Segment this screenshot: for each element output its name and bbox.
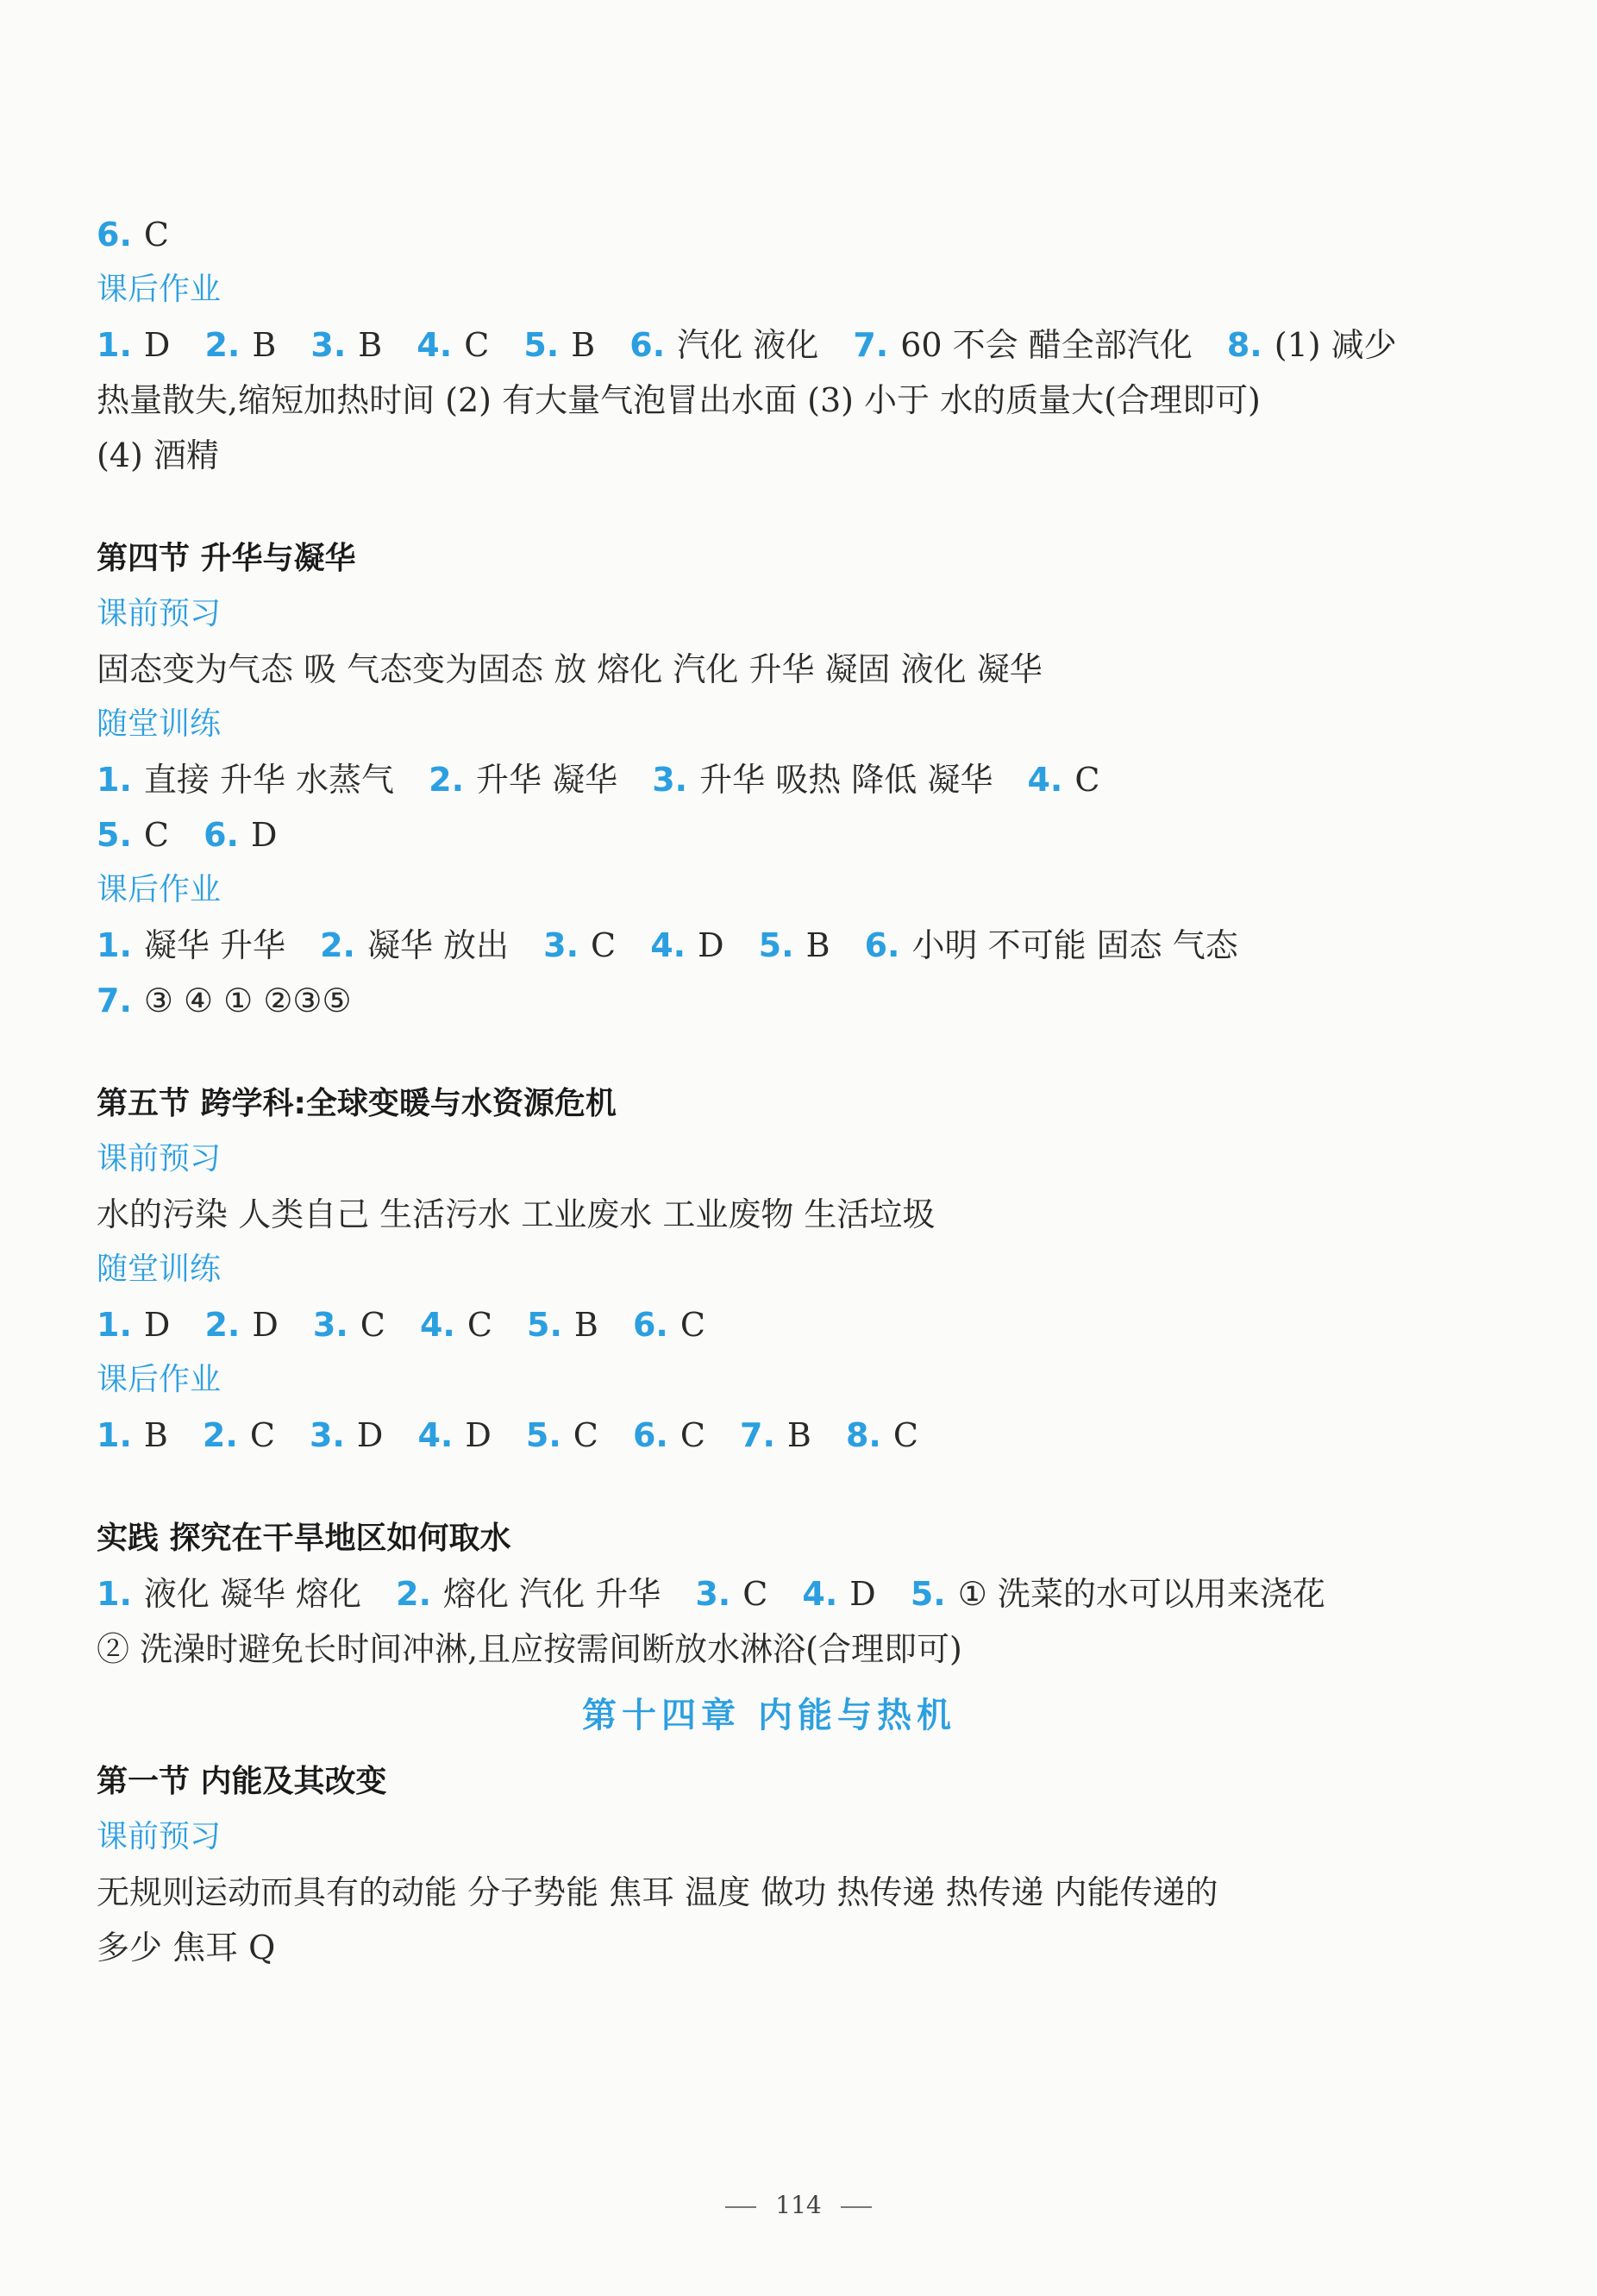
answer-line: 固态变为气态 吸 气态变为固态 放 熔化 汽化 升华 凝固 液化 凝华 [97,650,1043,688]
answer: 汽化 液化 [677,326,819,364]
chapter-title: 第十四章 内能与热机 [582,1696,956,1735]
answer: B [252,326,277,364]
section-title: 第五节 跨学科:全球变暖与水资源危机 [97,1086,617,1121]
question-number: 6. [629,326,666,364]
answer: D [143,326,171,364]
question-number: 2. [320,926,355,964]
question-number: 1. [97,761,132,799]
answer: 升华 凝华 [476,761,618,799]
answer: 液化 凝华 熔化 [143,1575,362,1613]
answer: C [143,216,169,254]
answer-line: 热量散失,缩短加热时间 (2) 有大量气泡冒出水面 (3) 小于 水的质量大(合理即可) [97,381,1261,419]
label-homework: 课后作业 [97,1362,222,1397]
answer: 直接 升华 水蒸气 [143,761,395,799]
question-number: 7. [97,982,132,1019]
answer: C [591,926,617,964]
answer: B [571,326,596,364]
question-number: 7. [740,1416,775,1454]
answer: 熔化 汽化 升华 [443,1575,661,1613]
answer: ③ ④ ① ②③⑤ [143,982,352,1019]
question-number: 1. [97,326,132,364]
question-number: 5. [910,1575,946,1613]
question-number: 8. [1226,326,1262,364]
question-number: 1. [97,1306,132,1344]
question-number: 6. [632,1306,668,1344]
answer: B [573,1306,598,1344]
label-homework: 课后作业 [97,872,222,907]
answer: D [356,1416,384,1454]
section-title: 实践 探究在干旱地区如何取水 [97,1521,511,1556]
question-number: 4. [1027,761,1063,799]
label-class-practice: 随堂训练 [97,1252,222,1287]
answer: 升华 吸热 降低 凝华 [699,761,993,799]
answer: 凝华 升华 [143,926,285,964]
answer: C [1074,761,1100,799]
answer-line [97,1297,1442,1352]
answer: B [786,1416,811,1454]
section-title: 第一节 内能及其改变 [97,1764,387,1799]
answer: C [360,1306,385,1344]
question-number: 5. [527,1306,562,1344]
question-number: 5. [523,326,560,364]
label-preview: 课前预习 [97,1819,222,1854]
question-number: 6. [864,926,900,964]
answer: D [849,1575,876,1613]
answer: D [143,1306,171,1344]
label-class-practice: 随堂训练 [97,706,222,742]
question-number: 4. [419,1306,455,1344]
question-number: 2. [396,1575,432,1613]
question-number: 6. [97,216,132,254]
answer: C [680,1306,705,1344]
answer: B [805,926,830,964]
question-number: 4. [802,1575,838,1613]
answer: B [358,326,383,364]
question-number: 5. [97,816,132,854]
answer-line [97,1408,1442,1463]
answer: ① 洗菜的水可以用来浇花 [957,1575,1325,1613]
answer-line [97,807,1442,863]
answer: D [465,1416,492,1454]
answer-line [97,1566,1442,1622]
answer: 小明 不可能 固态 气态 [911,926,1238,964]
answer: D [698,926,724,964]
question-number: 6. [632,1416,668,1454]
question-number: 3. [309,1416,345,1454]
answer-line [97,973,1442,1028]
answer: 60 不会 醋全部汽化 [900,326,1193,364]
answer-line: 多少 焦耳 Q [97,1929,276,1967]
question-number: 1. [97,1575,132,1613]
question-number: 3. [695,1575,731,1613]
question-number: 4. [650,926,686,964]
answer-line [97,918,1442,973]
page-number: 114 [775,2191,822,2219]
answer: C [467,1306,492,1344]
answer: C [464,326,490,364]
answer-line [97,207,1442,262]
question-number: 2. [202,1416,238,1454]
footer-dash [725,2206,756,2208]
answer-line: (4) 酒精 [97,436,219,474]
answer-line: 无规则运动而具有的动能 分子势能 焦耳 温度 做功 热传递 热传递 内能传递的 [97,1873,1218,1911]
answer: C [573,1416,598,1454]
answer-line: ② 洗澡时避免长时间冲淋,且应按需间断放水淋浴(合理即可) [97,1630,962,1668]
answer-line [97,752,1442,807]
question-number: 4. [416,326,453,364]
question-number: 3. [652,761,688,799]
question-number: 5. [758,926,794,964]
question-number: 2. [204,1306,241,1344]
question-number: 2. [204,326,241,364]
question-number: 1. [97,1416,132,1454]
question-number: 1. [97,926,132,964]
question-number: 2. [429,761,465,799]
question-number: 6. [204,816,239,854]
answer: D [252,1306,279,1344]
question-number: 4. [417,1416,454,1454]
label-preview: 课前预习 [97,1141,222,1176]
question-number: 3. [543,926,579,964]
answer: C [249,1416,275,1454]
question-number: 5. [525,1416,561,1454]
question-number: 7. [853,326,889,364]
answer-line: 水的污染 人类自己 生活污水 工业废水 工业废物 生活垃圾 [97,1195,936,1233]
answer: D [250,816,278,854]
question-number: 8. [845,1416,881,1454]
section-title: 第四节 升华与凝华 [97,541,356,576]
answer: 凝华 放出 [366,926,510,964]
label-preview: 课前预习 [97,596,222,631]
answer: B [143,1416,168,1454]
answer-line [97,317,1442,373]
footer-dash [841,2206,872,2208]
answer: C [742,1575,768,1613]
question-number: 3. [312,1306,348,1344]
page-content [97,207,1442,1975]
label-homework: 课后作业 [97,272,222,307]
page-footer [0,2191,1597,2219]
answer: C [680,1416,705,1454]
answer: (1) 减少 [1274,326,1397,364]
answer: C [143,816,169,854]
question-number: 3. [310,326,347,364]
answer: C [892,1416,918,1454]
